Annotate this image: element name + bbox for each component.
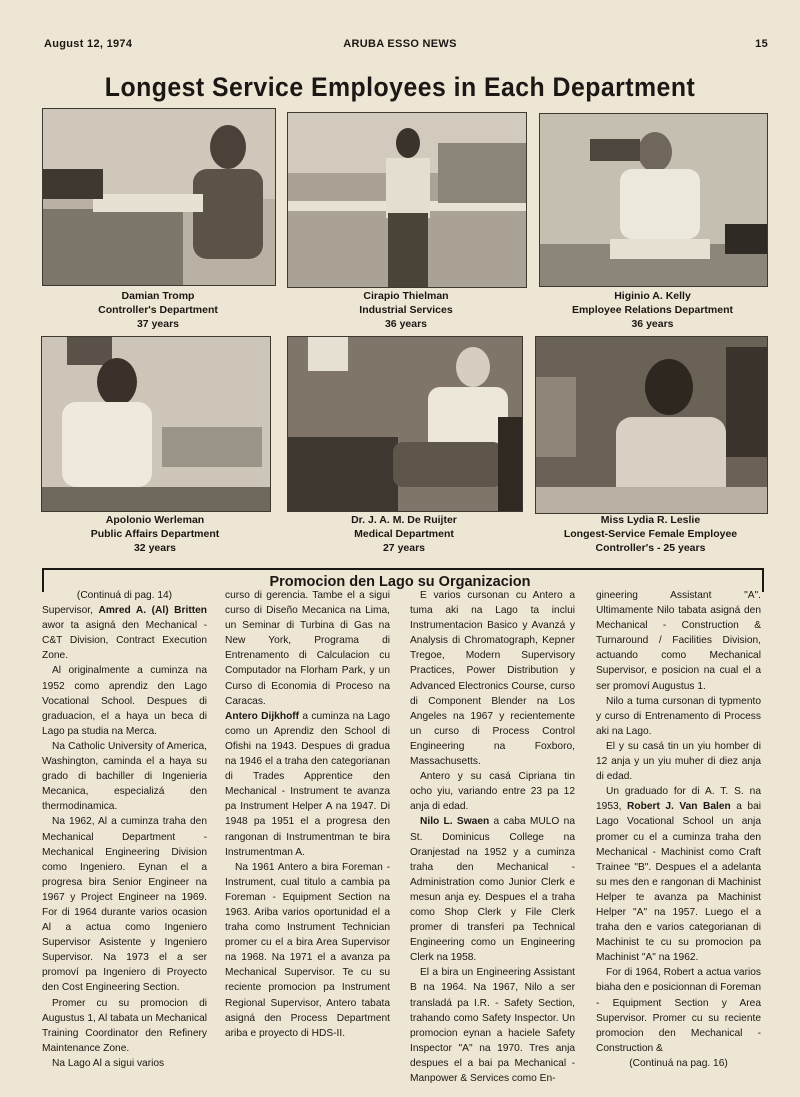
caption-cirapio-thielman <box>287 289 525 331</box>
page-number: 15 <box>755 38 768 50</box>
photo-damian-tromp <box>42 108 276 286</box>
caption-name: Damian Tromp <box>121 290 195 302</box>
article-column-1 <box>42 588 207 1071</box>
caption-name: Apolonio Werleman <box>105 514 205 526</box>
caption-department: Public Affairs Department <box>90 528 220 540</box>
photo-apolonio-werleman <box>41 336 271 512</box>
photo-higinio-kelly <box>539 113 768 287</box>
photo-lydia-leslie <box>535 336 768 514</box>
issue-date: August 12, 1974 <box>44 38 133 50</box>
caption-years: 32 years <box>133 542 177 554</box>
publication-name: ARUBA ESSO NEWS <box>343 38 457 50</box>
continued-on-note: (Continuá na pag. 16) <box>629 1057 728 1069</box>
caption-department: Medical Department <box>354 528 454 540</box>
article-column-3 <box>410 588 575 1086</box>
paragraph: Na Catholic University of America, Washington, caminda el a haya su grado di bachiller di Ingenieria Mecanica, especializá den thermodinamica. <box>42 740 207 813</box>
paragraph: Na Lago Al a sigui varios <box>52 1057 165 1069</box>
caption-department: Longest-Service Female Employee <box>563 528 738 540</box>
paragraph: For di 1964, Robert a actua varios biaha den e posicionnan di Foreman - Equipment Section y Area Supervisor. Promer cu su reciente promocion den Mechanical - Construction & <box>596 967 761 1054</box>
paragraph: Promer cu su promocion di Augustus 1, Al tabata un Mechanical Training Coordinator den Refinery Maintenance Zone. <box>42 997 207 1054</box>
caption-department: Employee Relations Department <box>571 304 734 316</box>
caption-years: 27 years <box>382 542 426 554</box>
continued-from-note: (Continuá di pag. 14) <box>76 590 173 601</box>
page-headline: Longest Service Employees in Each Department <box>104 72 696 102</box>
caption-department: Industrial Services <box>359 304 453 316</box>
caption-years: 37 years <box>136 318 180 330</box>
paragraph: Na 1961 Antero a bira Foreman - Instrument, cual titulo a cambia pa Foreman - Equipment Section na 1963. Ariba varios oportunidad el a traha como Instrument Technician promer cu el a bira Area Supervisor na 1968. Na 1971 el a avanza pa Mechanical Supervisor. Te cu su reciente promocion pa Instrument Regional Supervisor, Antero tabata asigná den Process Department ariba e proyecto di HDS-II. <box>225 861 390 1039</box>
paragraph: Antero Dijkhoff a cuminza na Lago como un Aprendiz den School di Ofishi na 1943. Despues di gradua na 1946 el a traha den categorianan di Trades Apprentice den Mechanical - Instrument te avanza pa Instrument Helper A na 1947. Di 1948 pa 1951 el a progresa den rangonan di Instrumentman te bira Instrumentman A. <box>225 710 390 858</box>
caption-years: 36 years <box>631 318 674 330</box>
paragraph: Supervisor, Amred A. (Al) Britten awor ta asigná den Mechanical - C&T Division, Contract Execution Zone. <box>42 605 207 662</box>
caption-years: Controller's - 25 years <box>595 542 706 554</box>
caption-years: 36 years <box>384 318 428 330</box>
paragraph: Nilo a tuma cursonan di typmento y curso di Entrenamento di Process aki na Lago. <box>596 695 761 737</box>
paragraph: El y su casá tin un yiu homber di 12 anja y un yiu muher di diez anja di edad. <box>596 740 761 783</box>
paragraph: curso di gerencia. Tambe el a sigui curso di Diseño Mecanica na Lima, un Seminar di Turbina di Gas na New York, Programa di Entrenamento di Calculacion cu Computador na Florham Park, y un Curso di Economia di Proceso na Caracas. <box>225 590 390 707</box>
paragraph: Antero y su casá Cipriana tin ocho yiu, variando entre 23 pa 12 anja di edad. <box>410 771 575 813</box>
article-column-4 <box>596 588 761 1071</box>
paragraph: gineering Assistant "A". Ultimamente Nilo tabata asigná den Mechanical - Construction & Turnaround / Facilities Division, actuando como Mechanical Supervisor, e posicion na cual el a ser promoví Augustus 1. <box>596 590 761 692</box>
caption-name: Miss Lydia R. Leslie <box>600 514 701 526</box>
photo-de-ruijter <box>287 336 523 512</box>
caption-lydia-leslie <box>535 513 766 555</box>
article-title: Promocion den Lago su Organizacion <box>269 574 531 590</box>
paragraph: Nilo L. Swaen a caba MULO na St. Dominicus College na Oranjestad na 1952 y a cuminza traha den Mechanical - Administration como Junior Clerk e mesun anja ey. Despues el a traha como Shop Clerk y File Clerk promer di transferi pa Technical Engineering como un Engineering Clerk na 1958. <box>410 816 575 964</box>
caption-damian-tromp <box>42 289 274 331</box>
paragraph: Un graduado for di A. T. S. na 1953, Robert J. Van Balen a bai Lago Vocational School un anja promer cu el a cuminza traha den Mechanical - Machinist como Craft Trainee "B". Despues el a adelanta su mes den e rangonan di Machinist Helper te avanza pa Machinist Helper "A" na 1957. Luego el a traha den e varios categorianan di Machinist te cu su promocion pa Machinist "A" na 1962. <box>596 786 762 964</box>
article-column-2 <box>225 588 390 1041</box>
caption-department: Controller's Department <box>98 304 218 316</box>
paragraph: Al originalmente a cuminza na 1952 como aprendiz den Lago Vocational School. Despues di graduacion, el a haya un beca di Lago pa studia na Merca. <box>42 665 207 737</box>
caption-name: Higinio A. Kelly <box>614 290 691 302</box>
caption-name: Cirapio Thielman <box>363 290 449 302</box>
caption-apolonio-werleman <box>41 513 269 555</box>
caption-de-ruijter <box>287 513 521 555</box>
paragraph: E varios cursonan cu Antero a tuma aki na Lago ta inclui Instrumentacion Basico y Avanzá y Analysis di Chromatograph, Kepner Tregoe, Modern Supervisory Practices, Power Distribution y Advanced Electronics Course, curso di Component Blender na Los Angeles na 1967 y recientemente un curso di Process Control Engineering na Foxboro, Massachusetts. <box>410 590 575 768</box>
paragraph: Na 1962, Al a cuminza traha den Mechanical Department - Mechanical Engineering Division como Ingeniero. Eynan el a progresa bira Senior Engineer na 1967 y Project Engineer na 1969. For di 1964 durante varios ocasion Al a actua como Ingeniero Supervisor Asistente y Ingeniero Supervisor. Na 1973 el a ser promoví pa Ingeniero di Proyecto den Cost Engineering Section. <box>42 816 207 994</box>
caption-name: Dr. J. A. M. De Ruijter <box>351 514 457 526</box>
photo-cirapio-thielman <box>287 112 527 288</box>
caption-higinio-kelly <box>539 289 766 331</box>
paragraph: El a bira un Engineering Assistant B na 1964. Na 1967, Nilo a ser transladá pa I.R. - Safety Section, trahando como Safety Inspector. Un promocion eynan a haciele Safety Inspector "A" na 1970. Tres anja despues el a bai pa Mechanical - Manpower & Services como En- <box>410 967 575 1084</box>
